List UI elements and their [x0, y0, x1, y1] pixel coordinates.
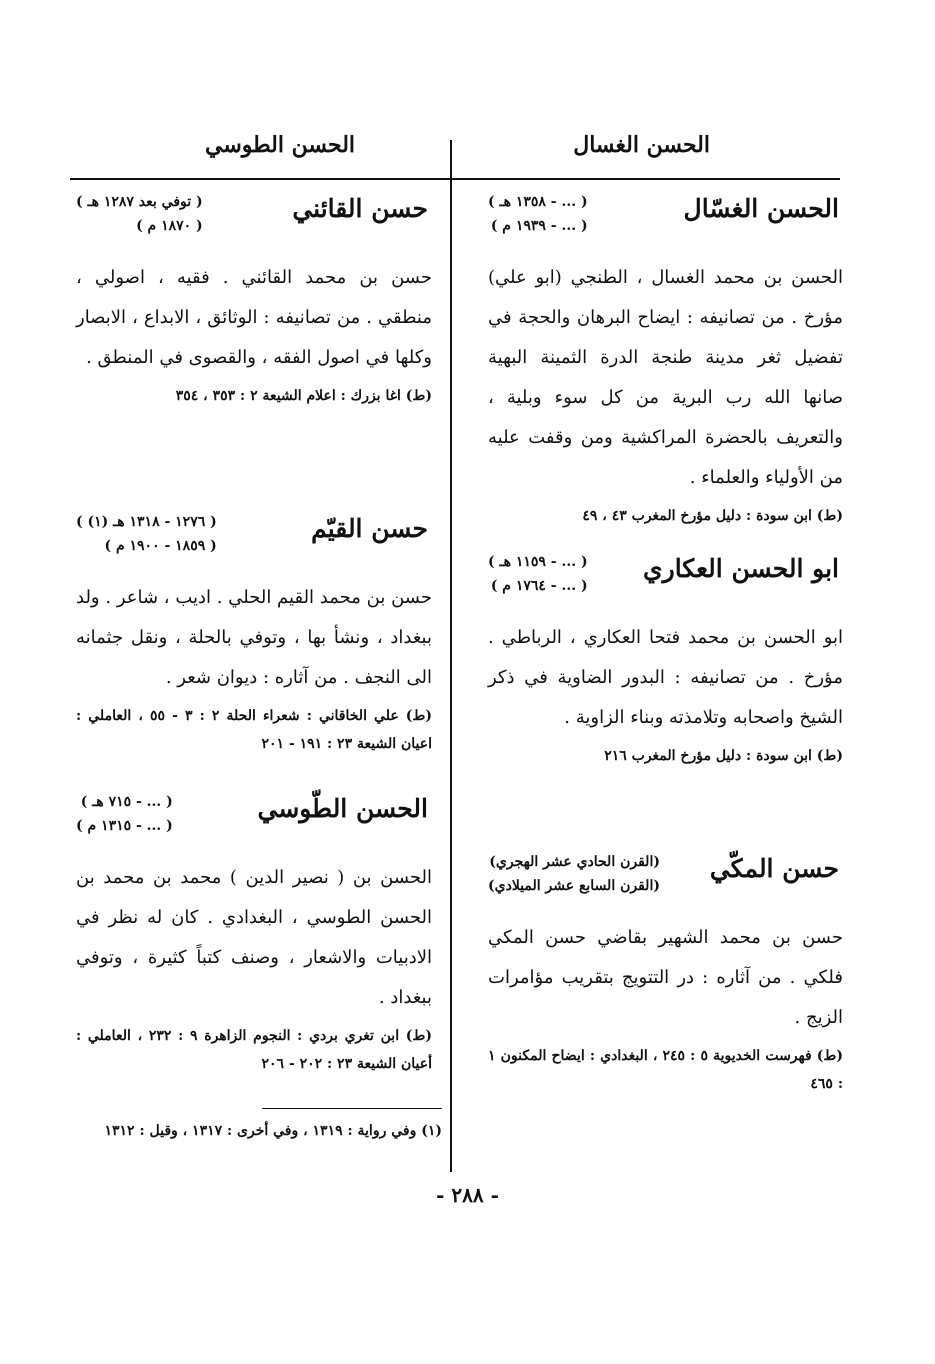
- entry-makki: [488, 848, 843, 1108]
- dates-gregorian: ( ... - ١٧٦٤ م ): [490, 578, 588, 594]
- entry-name: حسن القائني: [292, 194, 428, 223]
- running-header-left: الحسن الطوسي: [205, 132, 356, 158]
- entry-header: [488, 848, 843, 910]
- entry-header: [76, 788, 432, 850]
- entry-body: حسن بن محمد القيم الحلي . اديب ، شاعر . ولد ببغداد ، ونشأ بها ، وتوفي بالحلة ، ونقل جثمانه الى النجف . من آثاره : ديوان شعر .: [76, 587, 432, 688]
- entry-dates: [488, 550, 588, 598]
- entry-dates: [488, 850, 660, 898]
- right-column: [488, 188, 843, 1108]
- dates-gregorian: ( ... - ١٣١٥ م ): [76, 818, 173, 834]
- header-rule: [70, 178, 840, 180]
- page-number: - ٢٨٨ -: [436, 1183, 499, 1207]
- entry-reference: (ط) اغا بزرك : اعلام الشيعة ٢ : ٣٥٣ ، ٣٥٤: [175, 388, 432, 404]
- entry-reference: (ط) ابن سودة : دليل مؤرخ المغرب ٢١٦: [604, 748, 843, 764]
- entry-header: [488, 548, 843, 610]
- entry-body: الحسن بن محمد الغسال ، الطنجي (ابو علي) مؤرخ . من تصانيفه : ايضاح البرهان والحجة في تفضيل ثغر مدينة طنجة الدرة الثمينة البهية صانها الله رب البرية من كل سوء وبلية ، والتعريف بالحضرة المراكشية ومن وقفت عليه من الأولياء والعلماء .: [488, 267, 844, 488]
- dates-hijri: ( توفي بعد ١٢٨٧ هـ ): [76, 194, 203, 210]
- entry-name: ابو الحسن العكاري: [643, 554, 839, 583]
- entry-header: [488, 188, 843, 250]
- entry-body: حسن بن محمد الشهير بقاضي حسن المكي فلكي . من آثاره : در التتويج بتقريب مؤامرات الزيج .: [488, 927, 843, 1028]
- entry-dates: [76, 190, 203, 238]
- entry-dates: [76, 510, 217, 558]
- entry-body: حسن بن محمد القائني . فقيه ، اصولي ، منطقي . من تصانيفه : الوثائق ، الابداع ، الابصار وكلها في اصول الفقه ، والقصوى في المنطق .: [76, 267, 432, 368]
- entry-header: [76, 188, 432, 250]
- entry-dates: [76, 790, 173, 838]
- entry-header: [76, 508, 432, 570]
- dates-gregorian: (القرن السابع عشر الميلادي): [488, 878, 660, 894]
- entry-body: ابو الحسن بن محمد فتحا العكاري ، الرباطي . مؤرخ . من تصانيفه : البدور الضاوية في ذكر الشيخ واصحابه وتلامذته وبناء الزاوية .: [488, 627, 843, 728]
- footnote-rule: [262, 1108, 442, 1109]
- dates-hijri: ( ... - ٧١٥ هـ ): [80, 794, 173, 810]
- entry-reference: (ط) علي الخاقاني : شعراء الحلة ٢ : ٣ - ٥٥ ، العاملي : اعيان الشيعة ٢٣ : ١٩١ - ٢٠١: [76, 708, 432, 752]
- entry-name: حسن المكّي: [709, 854, 839, 883]
- dates-hijri: ( ١٢٧٦ - ١٣١٨ هـ (١) ): [76, 514, 217, 530]
- dates-hijri: ( ... - ١١٥٩ هـ ): [488, 554, 588, 570]
- entry-reference: (ط) فهرست الخديوية ٥ : ٢٤٥ ، البغدادي : ايضاح المكنون ١ : ٤٦٥: [488, 1048, 843, 1092]
- entry-tusi: [76, 788, 432, 1098]
- entry-name: حسن القيّم: [311, 514, 428, 543]
- dates-gregorian: ( ١٨٧٠ م ): [136, 218, 203, 234]
- column-divider: [450, 140, 452, 1172]
- entry-akkari: [488, 548, 843, 838]
- entry-reference: (ط) ابن سودة : دليل مؤرخ المغرب ٤٣ ، ٤٩: [582, 508, 843, 524]
- dates-gregorian: ( ١٨٥٩ - ١٩٠٠ م ): [104, 538, 217, 554]
- footnote: (١) وفي رواية : ١٣١٩ ، وفي أخرى : ١٣١٧ ، وقيل : ١٣١٢: [104, 1123, 442, 1139]
- entry-name: الحسن الطّوسي: [257, 794, 428, 823]
- dates-hijri: ( ... - ١٣٥٨ هـ ): [488, 194, 588, 210]
- entry-dates: [488, 190, 588, 238]
- entry-name: الحسن الغسّال: [683, 194, 839, 223]
- dates-gregorian: ( ... - ١٩٣٩ م ): [490, 218, 588, 234]
- left-column: [76, 188, 432, 1098]
- dates-hijri: (القرن الحادي عشر الهجري): [489, 854, 660, 870]
- entry-ghassal: [488, 188, 844, 524]
- entry-body: الحسن بن ( نصير الدين ) محمد بن محمد بن الحسن الطوسي ، البغدادي . كان له نظر في الادبيات والاشعار ، وصنف كتباً كثيرة ، وتوفي ببغداد .: [76, 867, 432, 1008]
- entry-reference: (ط) ابن تغري بردي : النجوم الزاهرة ٩ : ٢٣٢ ، العاملي : أعيان الشيعة ٢٣ : ٢٠٢ - ٢٠٦: [76, 1028, 432, 1072]
- entry-qaini: [76, 188, 432, 488]
- running-header-right: الحسن الغسال: [573, 132, 710, 158]
- entry-qayyim: [76, 508, 432, 778]
